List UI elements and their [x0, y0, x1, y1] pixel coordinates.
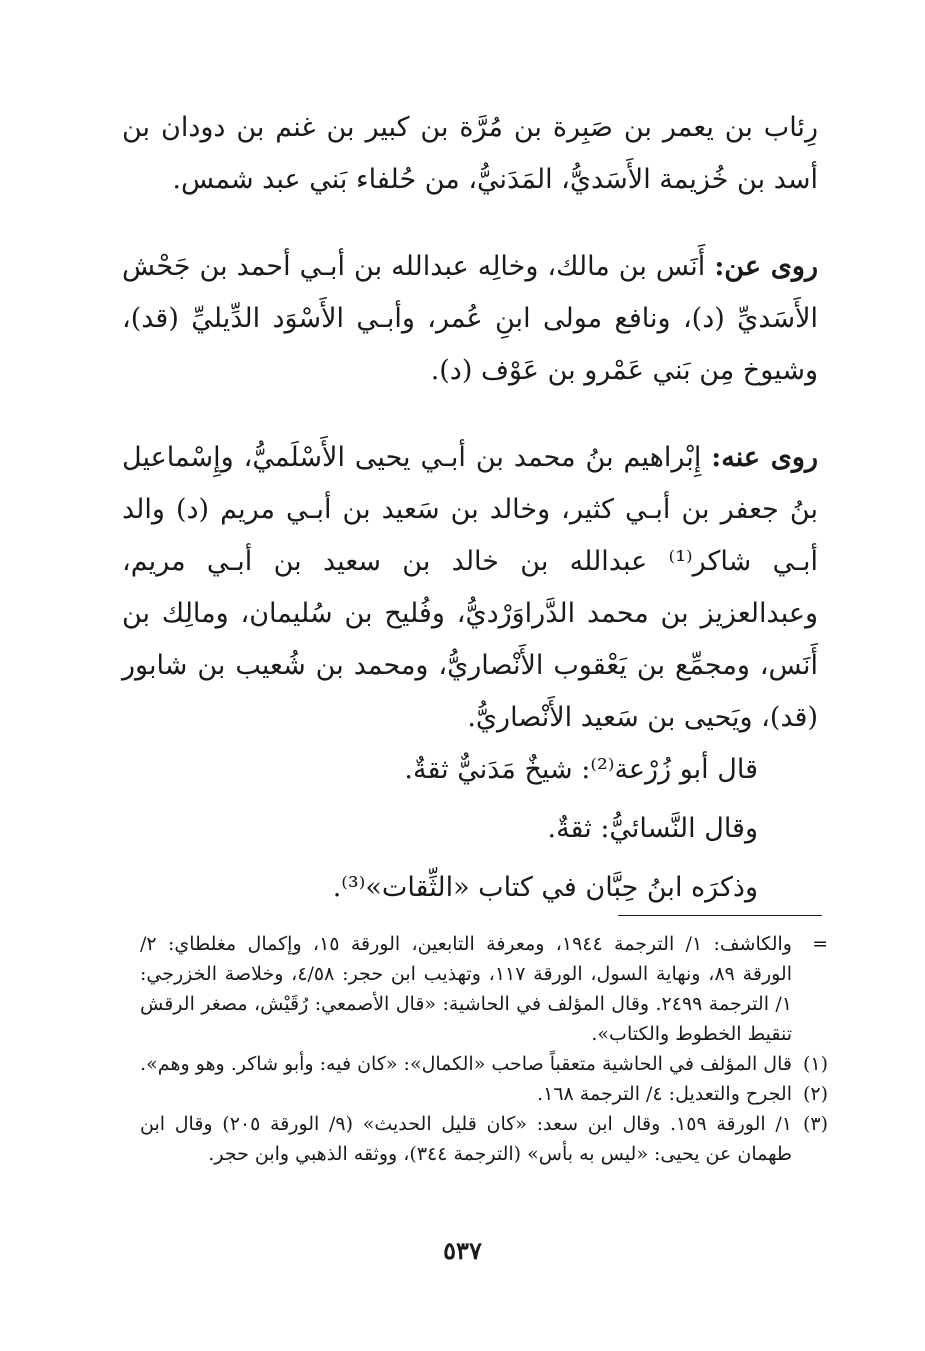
page-number: ٥٣٧: [443, 1236, 482, 1265]
narrated-from-label: روى عن:: [714, 251, 818, 282]
main-text: [122, 102, 818, 921]
quotes-block: [122, 744, 818, 914]
lineage-paragraph: رِئاب بن يعمر بن صَبِرة بن مُرَّة بن كبير بن غنم بن دودان بن أسد بن خُزيمة الأَسَديُّ، المَدَنيُّ، من حُلفاء بَني عبد شمس.: [122, 112, 818, 195]
narrated-by-label: روى عنه:: [711, 442, 818, 473]
narrated-from-text: أَنَس بن مالك، وخالِه عبدالله بن أبـي أحمد بن جَحْش الأَسَديِّ (د)، ونافع مولى ابنِ عُمر، وأبـي الأَسْوَد الدِّيليِّ (قد)، وشيوخ مِن بَني عَمْرو بن عَوْف (د).: [122, 251, 818, 386]
footnote-text: قال المؤلف في الحاشية متعقباً صاحب «الكمال»: «كان فيه: وأبو شاكر. وهو وهم».: [140, 1053, 792, 1075]
footnote-marker: (٣): [802, 1113, 828, 1135]
footnote-text: ١/ الورقة ١٥٩. وقال ابن سعد: «كان قليل الحديث» (٩/ الورقة ٢٠٥) وقال ابن طهمان عن يحيى: «ليس به بأس» (الترجمة ٣٤٤)، ووثقه الذهبي وابن حجر.: [140, 1113, 792, 1165]
narrated-by-paragraph: [122, 432, 818, 744]
footnote-continued: [140, 929, 828, 1049]
narrated-by-text: إِبْراهيم بنُ محمد بن أبـي يحيى الأَسْلَميُّ، وإِسْماعيل بنُ جعفر بن أبـي كثير، وخالد بن سَعيد بن أبـي مريم (د) والد أبـي شاكر⁽¹⁾ عبدالله بن خالد بن سعيد بن أبـي مريم، وعبدالعزيز بن محمد الدَّراوَرْديُّ، وفُليح بن سُليمان، ومالِك بن أَنَس، ومجمِّع بن يَعْقوب الأَنْصاريُّ، ومحمد بن شُعيب بن شابور (قد)، ويَحيى بن سَعيد الأَنْصاريُّ.: [122, 442, 819, 733]
footnote-3: [140, 1109, 828, 1169]
footnote-separator: [618, 915, 822, 916]
quote-nasai: وقال النَّسائيُّ: ثقةٌ.: [547, 813, 758, 844]
quote-ibn-hibban: وذكرَه ابنُ حِبَّان في كتاب «الثِّقات»⁽³⁾.: [332, 872, 758, 903]
footnote-2: [140, 1079, 828, 1109]
footnote-marker: (٢): [802, 1083, 828, 1105]
footnote-text: والكاشف: ١/ الترجمة ١٩٤٤، ومعرفة التابعين، الورقة ١٥، وإكمال مغلطاي: ٢/ الورقة ٨٩، ونهاية السول، الورقة ١١٧، وتهذيب ابن حجر: ٤/٥٨، وخلاصة الخزرجي: ١/ الترجمة ٢٤٩٩. وقال المؤلف في الحاشية: «قال الأصمعي: رُقَيْش، مصغر الرقش تنقيط الخطوط والكتاب».: [140, 933, 793, 1045]
quote-abu-zura: قال أبو زُرْعة⁽²⁾: شيخٌ مَدَنيٌّ ثقةٌ.: [404, 754, 758, 785]
footnote-marker: (١): [802, 1053, 828, 1075]
narrated-from-paragraph: [122, 241, 818, 397]
footnotes: [140, 929, 828, 1169]
footnote-text: الجرح والتعديل: ٤/ الترجمة ١٦٨.: [537, 1083, 792, 1105]
footnote-1: [140, 1049, 828, 1079]
footnote-marker: =: [812, 933, 828, 955]
